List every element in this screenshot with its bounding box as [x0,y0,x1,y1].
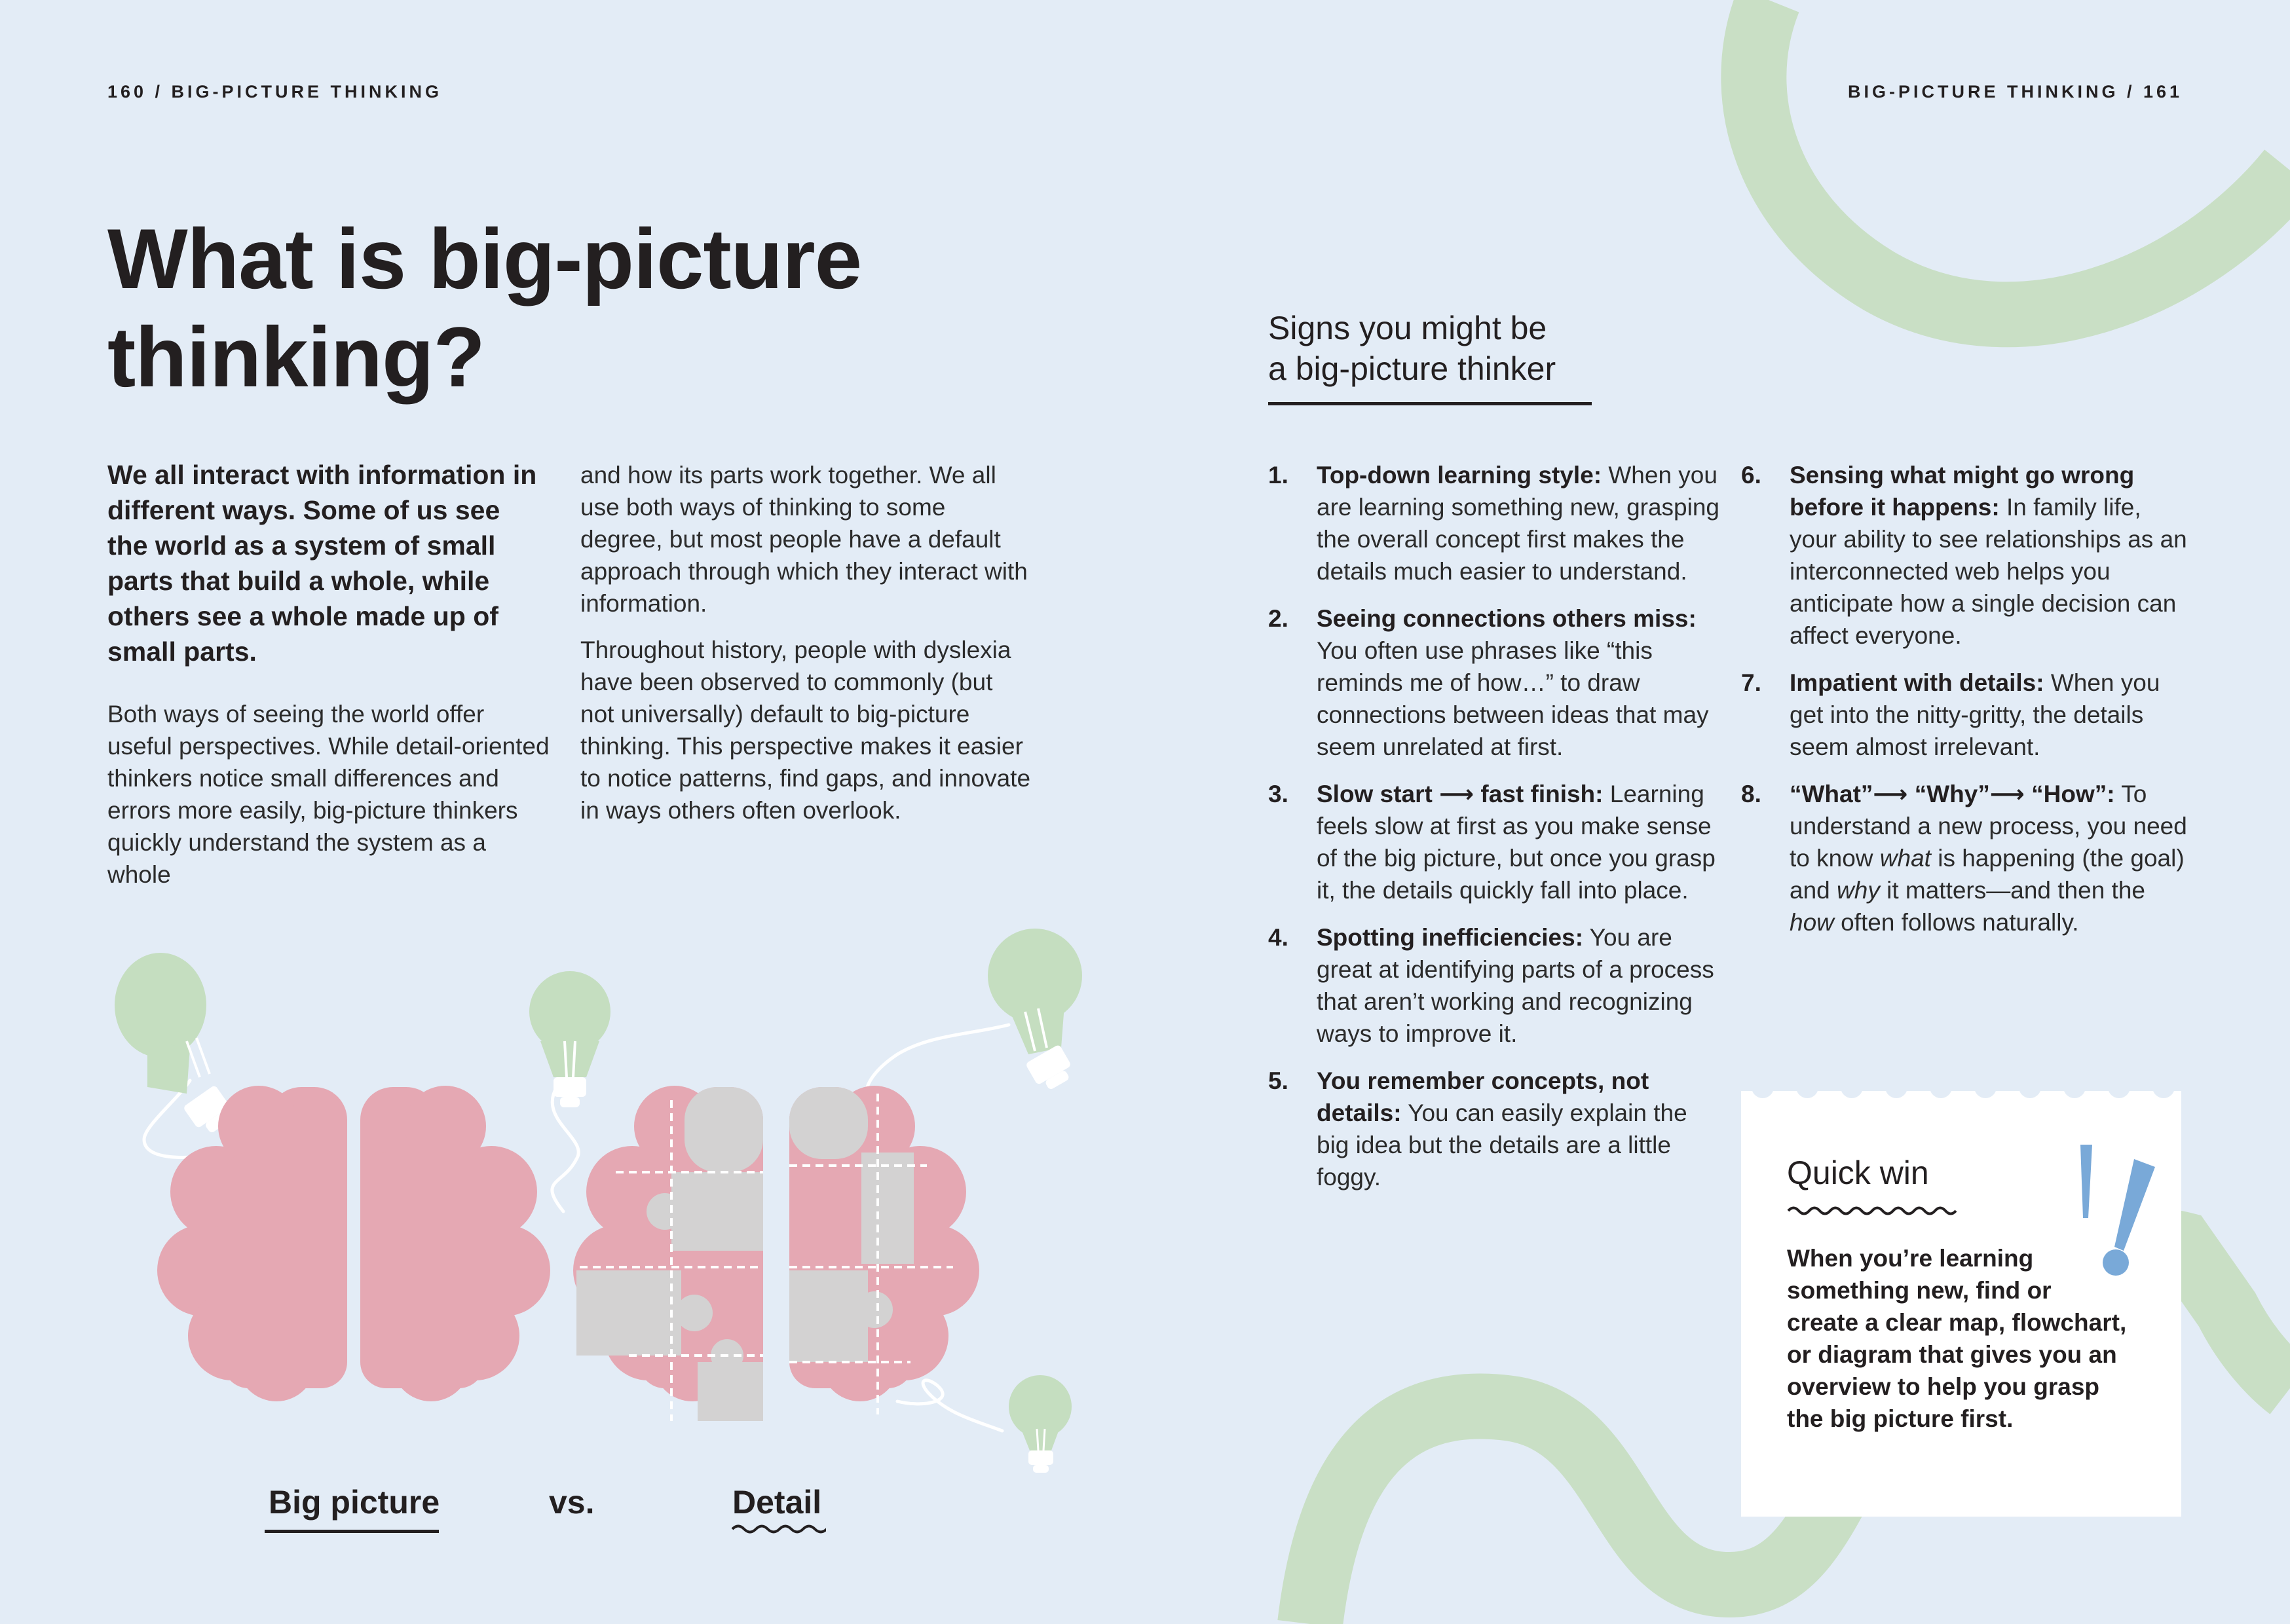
quick-win-title: Quick win [1787,1154,1929,1191]
detail-caption: Detail [732,1484,822,1521]
sign-item-6: 6. Sensing what might go wrong before it happens: In family life, your ability to see relationships as an interconnected web helps you anticipate how a single decision can affect everyone. [1741,462,2187,649]
vs-caption: vs. [549,1484,595,1521]
signs-heading-line-2: a big-picture thinker [1268,350,1556,387]
sign-item-8: 8. “What”⟶ “Why”⟶ “How”: To understand a new process, you need to know what is happening (the goal) and why it matters—and then the how often follows naturally. [1741,781,2187,936]
sign-item-2: 2. Seeing connections others miss: You often use phrases like “this reminds me of how…” to draw connections between ideas that may seem unrelated at first. [1268,605,1709,760]
top-right-swoosh [1754,0,2290,314]
sign-item-3: 3. Slow start ⟶ fast finish: Learning feels slow at first as you make sense of the big picture, but once you grasp it, the details quickly fall into place. [1268,781,1716,904]
lightbulb-icon-2 [529,971,610,1107]
sign-item-7: 7. Impatient with details: When you get into the nitty-gritty, the details seem almost irrelevant. [1741,669,2160,760]
body-paragraph-2: and how its parts work together. We all use both ways of thinking to some degree, but most people have a default approach through which they interact with information. [580,462,1028,617]
title-line-2: thinking? [107,309,485,405]
signs-heading-line-1: Signs you might be [1268,310,1547,346]
signs-list-left [1268,459,1720,1208]
lightbulb-icon-4 [1009,1375,1072,1473]
big-picture-caption: Big picture [269,1484,440,1521]
title-line-1: What is big-picture [107,211,861,306]
quick-win-text: When you’re learning something new, find or create a clear map, flowchart, or diagram that gives you an overview to help you grasp the big picture first. [1787,1245,2127,1432]
signs-list-right [1741,459,2193,953]
page-title [107,210,1090,406]
sign-item-4: 4. Spotting inefficiencies: You are great at identifying parts of a process that aren’t working and recognizing ways to improve it. [1268,924,1714,1047]
lightbulb-icon-3 [988,929,1082,1094]
detail-wavy-underline [731,1522,826,1536]
body-paragraph-1: Both ways of seeing the world offer useful perspectives. While detail-oriented thinkers notice small differences and errors more easily, big-picture thinkers quickly understand the system as a whole [107,701,550,888]
running-head-left: 160 / BIG-PICTURE THINKING [107,82,443,101]
body-paragraph-3: Throughout history, people with dyslexia have been observed to commonly (but not universally) default to big-picture thinking. This perspective makes it easier to notice patterns, find gaps, and innovate in ways others often overlook. [580,637,1031,824]
lightbulb-icon-1 [115,953,236,1138]
big-picture-underline [265,1530,439,1533]
sign-item-5: 5. You remember concepts, not details: You can easily explain the big idea but the details are a little foggy. [1268,1067,1687,1190]
big-picture-brain [157,1086,550,1401]
sign-item-1: 1. Top-down learning style: When you are learning something new, grasping the overall concept first makes the details much easier to understand. [1268,462,1719,585]
signs-heading [1268,308,1635,389]
running-head-right: BIG-PICTURE THINKING / 161 [1847,82,2183,101]
brain-comparison-illustration [105,904,1127,1506]
quick-win-card-scallop [1741,1080,2181,1103]
lead-paragraph: We all interact with information in different ways. Some of us see the world as a system of small parts that build a whole, while others see a whole made up of small parts. [107,460,537,667]
bulb-cord-4 [897,1380,1002,1431]
signs-heading-rule [1268,402,1592,405]
quick-win-wavy-underline [1787,1204,1961,1218]
detail-puzzle-brain [573,1086,979,1421]
